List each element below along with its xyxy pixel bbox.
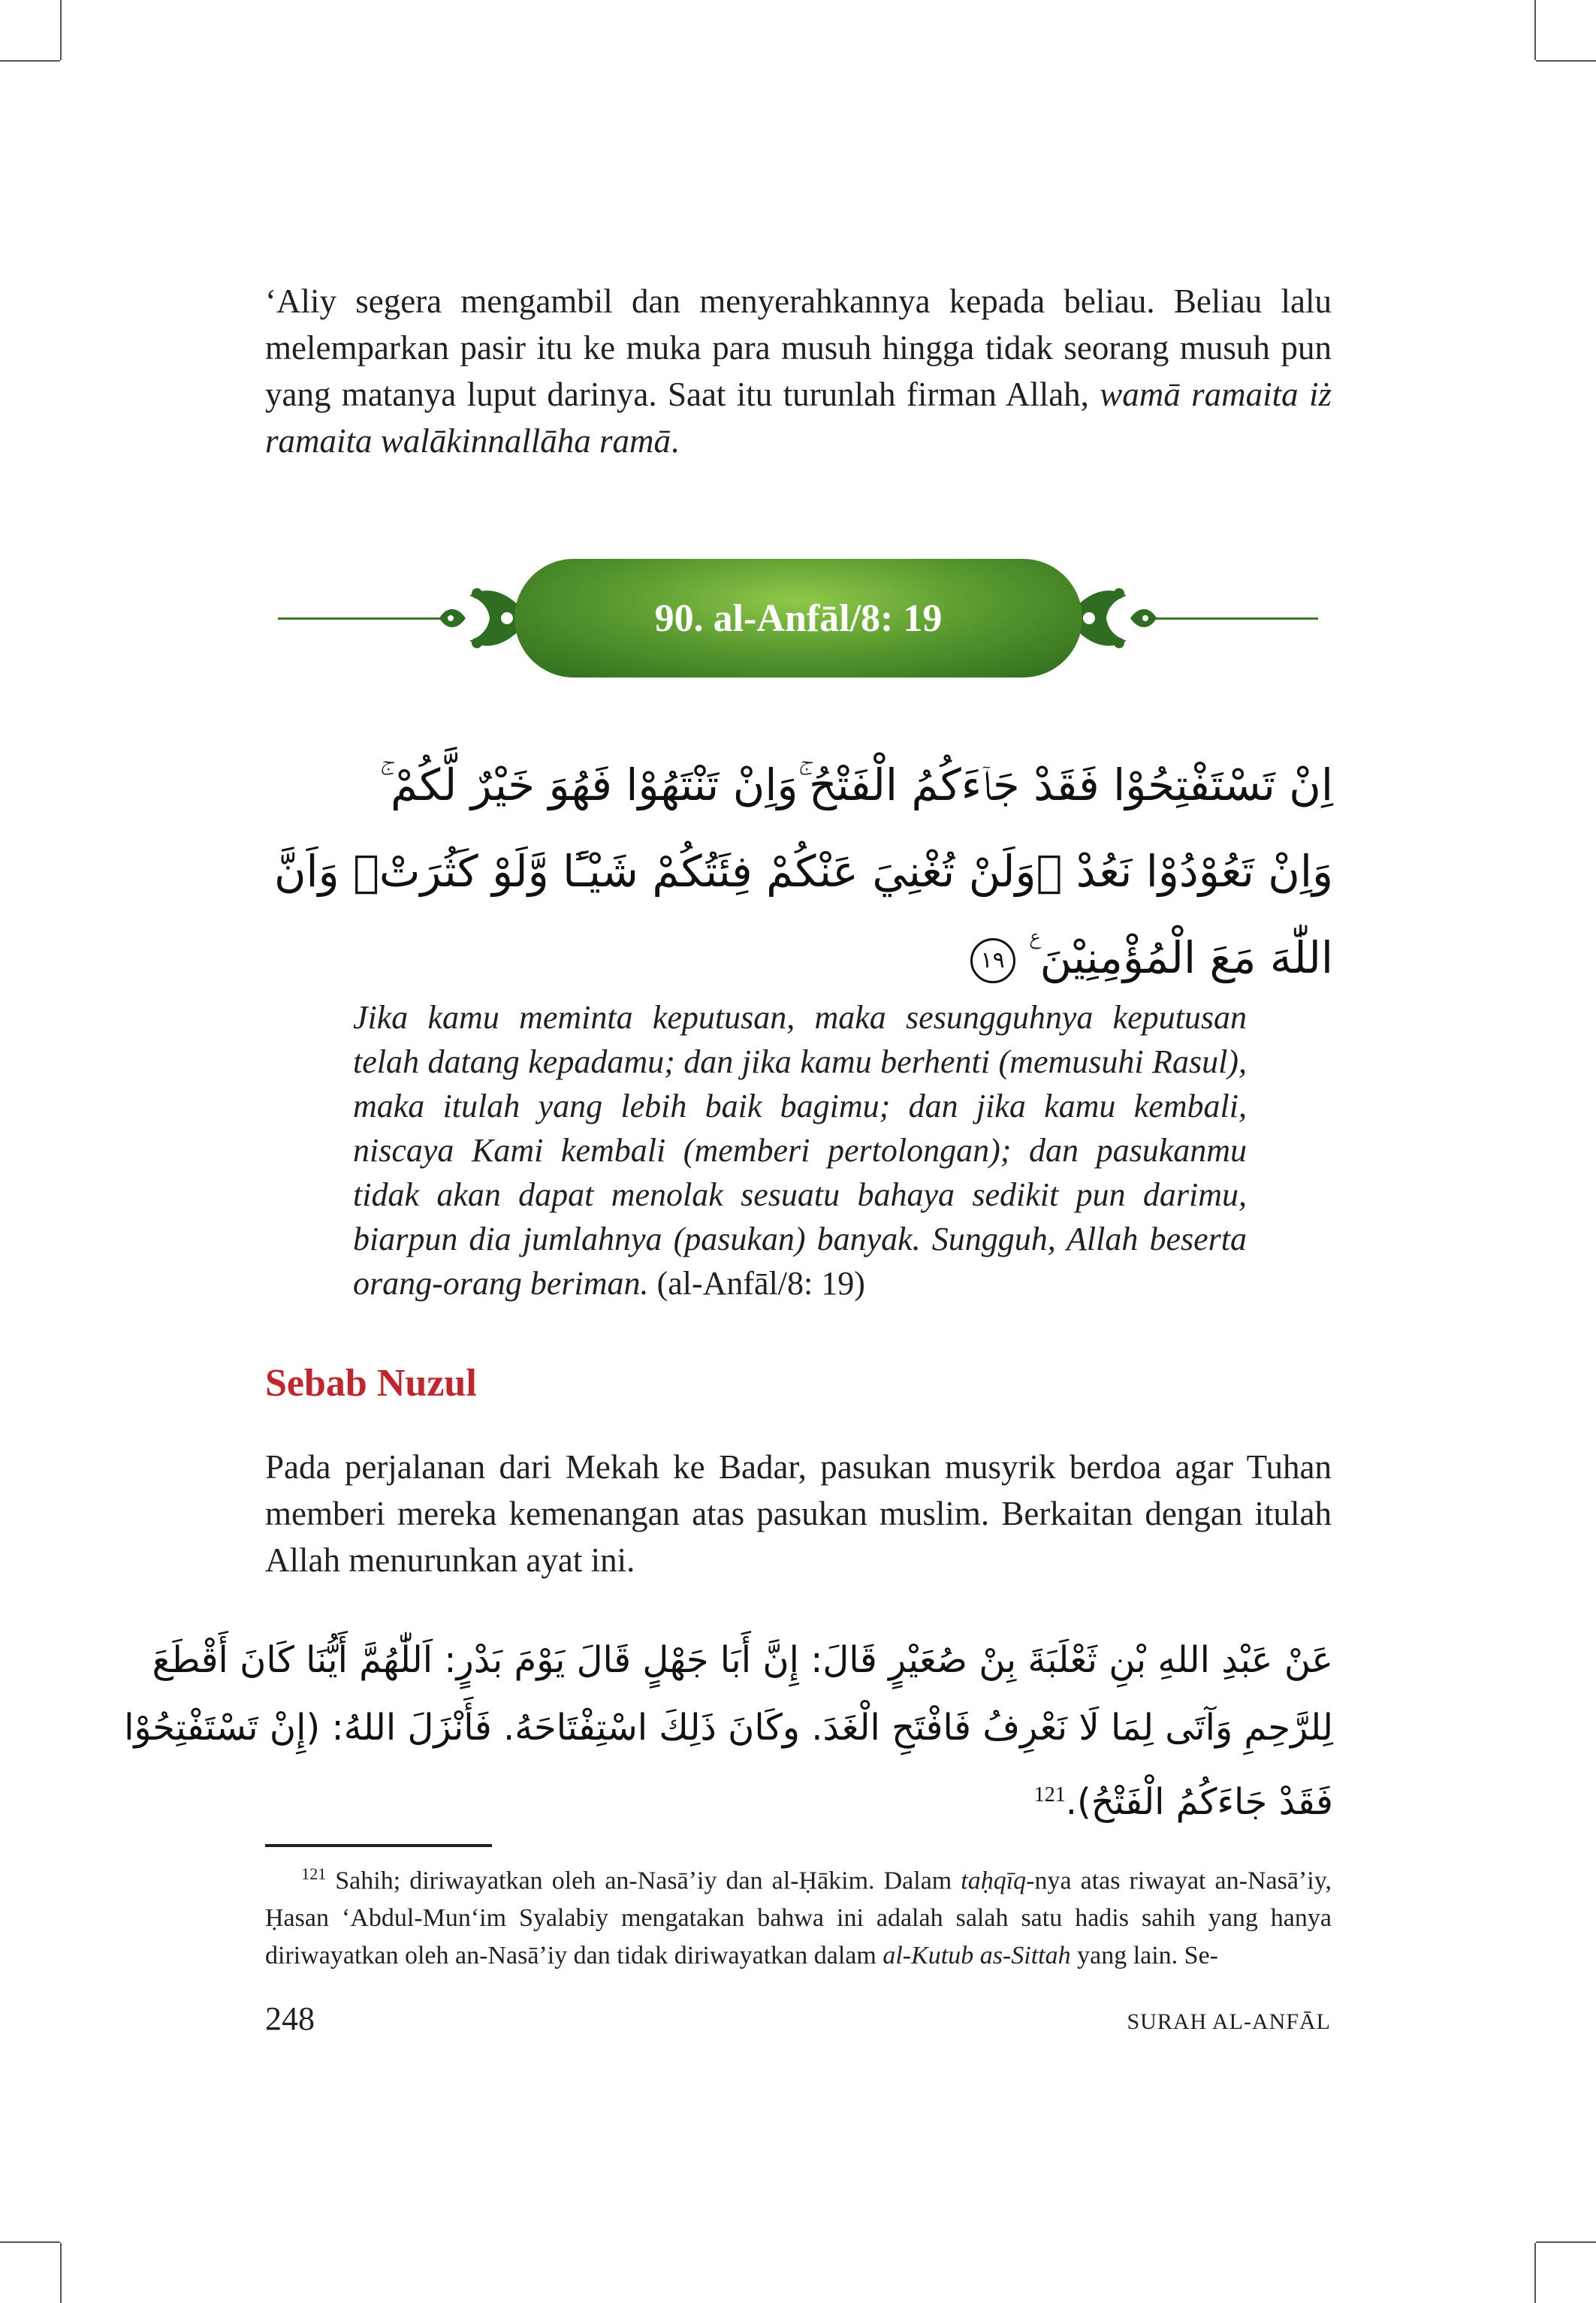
footnote-number: 121 bbox=[301, 1864, 327, 1883]
crop-mark bbox=[60, 2243, 62, 2303]
intro-text: ʻAliy segera mengambil dan menyerahkannya kepada beliau. Beliau lalu melemparkan pasir itu ke muka para musuh hingga tidak seorang musuh pun yang matanya luput darinya. Saat itu turunlah firman Allah, bbox=[265, 282, 1332, 413]
footnote-text-3: yang lain. Se- bbox=[1070, 1942, 1219, 1970]
intro-paragraph bbox=[265, 278, 1332, 464]
crop-mark bbox=[1536, 60, 1596, 62]
crop-mark bbox=[0, 60, 60, 62]
hadith-line-1: عَنْ عَبْدِ اللهِ بْنِ ثَعْلَبَةَ بِنْ صُعَيْرٍ قَالَ: إِنَّ أَبَا جَهْلٍ قَالَ يَوْمَ بَدْرٍ: اَللّٰهُمَّ أَيُّنَا كَانَ أَقْطَعَ bbox=[152, 1639, 1333, 1681]
verse-banner bbox=[514, 559, 1082, 678]
translation-reference: (al-Anfāl/8: 19) bbox=[648, 1265, 865, 1302]
ayah-number: ١٩ bbox=[980, 946, 1005, 973]
crop-mark bbox=[1536, 2241, 1596, 2243]
footnote-ref: 121 bbox=[1033, 1783, 1066, 1806]
verse-line-3-text: اللّٰهَ مَعَ الْمُؤْمِنِيْنَ ࣖ bbox=[1029, 932, 1333, 983]
translation-text: Jika kamu meminta keputusan, maka sesungguhnya keputusan telah datang kepadamu; dan jika kamu berhenti (memusuhi Rasul), maka itulah yang lebih baik bagimu; dan jika kamu kembali, niscaya Kami kembali (memberi pertolongan); dan pasukanmu tidak akan dapat menolak sesuatu bahaya sedikit pun darimu, biarpun dia jumlahnya (pasukan) banyak. Sungguh, Allah beserta orang-orang beriman. bbox=[353, 999, 1247, 1302]
hadith-line-2: لِلرَّحِمِ وَآتَى لِمَا لَا نَعْرِفُ فَافْتَحِ الْغَدَ. وكَانَ ذَلِكَ اسْتِفْتَاحَهُ. فَأَنْزَلَ اللهُ: (إِنْ تَسْتَفْتِحُوْا bbox=[124, 1707, 1333, 1749]
intro-quote: wamā ramaita iż ramaita walākinnallāha ramā bbox=[265, 376, 1332, 460]
verse-line-2: وَاِنْ تَعُوْدُوْا نَعُدْ ۚوَلَنْ تُغْنِيَ عَنْكُمْ فِئَتُكُمْ شَيْـًٔا وَّلَوْ كَثُرَتْۙ وَاَنَّ bbox=[273, 846, 1333, 897]
page-number: 248 bbox=[265, 2000, 315, 2037]
footnote-text-1: Sahih; diriwayatkan oleh an-Nasāʼiy dan al-Ḥākim. Dalam bbox=[326, 1867, 961, 1895]
banner-rule-right bbox=[1138, 617, 1318, 620]
hadith-line-3 bbox=[1034, 1761, 1333, 1836]
verse-translation bbox=[353, 995, 1247, 1305]
ayah-number-badge bbox=[970, 938, 1015, 983]
crop-mark bbox=[0, 2241, 60, 2243]
footnote-rule bbox=[265, 1844, 492, 1847]
crop-mark bbox=[1534, 0, 1536, 60]
section-heading: Sebab Nuzul bbox=[265, 1362, 477, 1405]
banner-rule-left bbox=[278, 617, 458, 620]
hadith-line-3-text: فَقَدْ جَاءَكُمُ الْفَتْحُ). bbox=[1065, 1781, 1333, 1823]
footnote-text-2: -nya atas riwayat an-Nasāʼiy, Ḥasan ʻAbdul-Munʻim Syalabiy mengatakan bahwa ini adalah salah satu hadis sahih yang hanya diriwayatkan oleh an-Nasāʼiy dan tidak diriwayatkan dalam bbox=[265, 1867, 1332, 1970]
section-body: Pada perjalanan dari Mekah ke Badar, pasukan musyrik berdoa agar Tuhan memberi mereka kemenangan atas pasukan muslim. Berkaitan dengan itulah Allah menurunkan ayat ini. bbox=[265, 1448, 1332, 1579]
verse-banner-label: 90. al-Anfāl/8: 19 bbox=[654, 596, 943, 640]
verse-line-3 bbox=[970, 916, 1333, 999]
running-title: SURAH AL-ANFĀL bbox=[1127, 2009, 1331, 2034]
crop-mark bbox=[1534, 2243, 1536, 2303]
footnote-italic-2: al-Kutub as-Sittah bbox=[882, 1942, 1071, 1970]
crop-mark bbox=[60, 0, 62, 60]
intro-end: . bbox=[671, 422, 680, 460]
verse-line-1: اِنْ تَسْتَفْتِحُوْا فَقَدْ جَاۤءَكُمُ الْفَتْحُ ۚوَاِنْ تَنْتَهُوْا فَهُوَ خَيْرٌ لَّكُمْ ۚ bbox=[379, 759, 1333, 810]
footnote bbox=[265, 1855, 1332, 1975]
footnote-italic-1: taḥqīq bbox=[961, 1867, 1027, 1895]
